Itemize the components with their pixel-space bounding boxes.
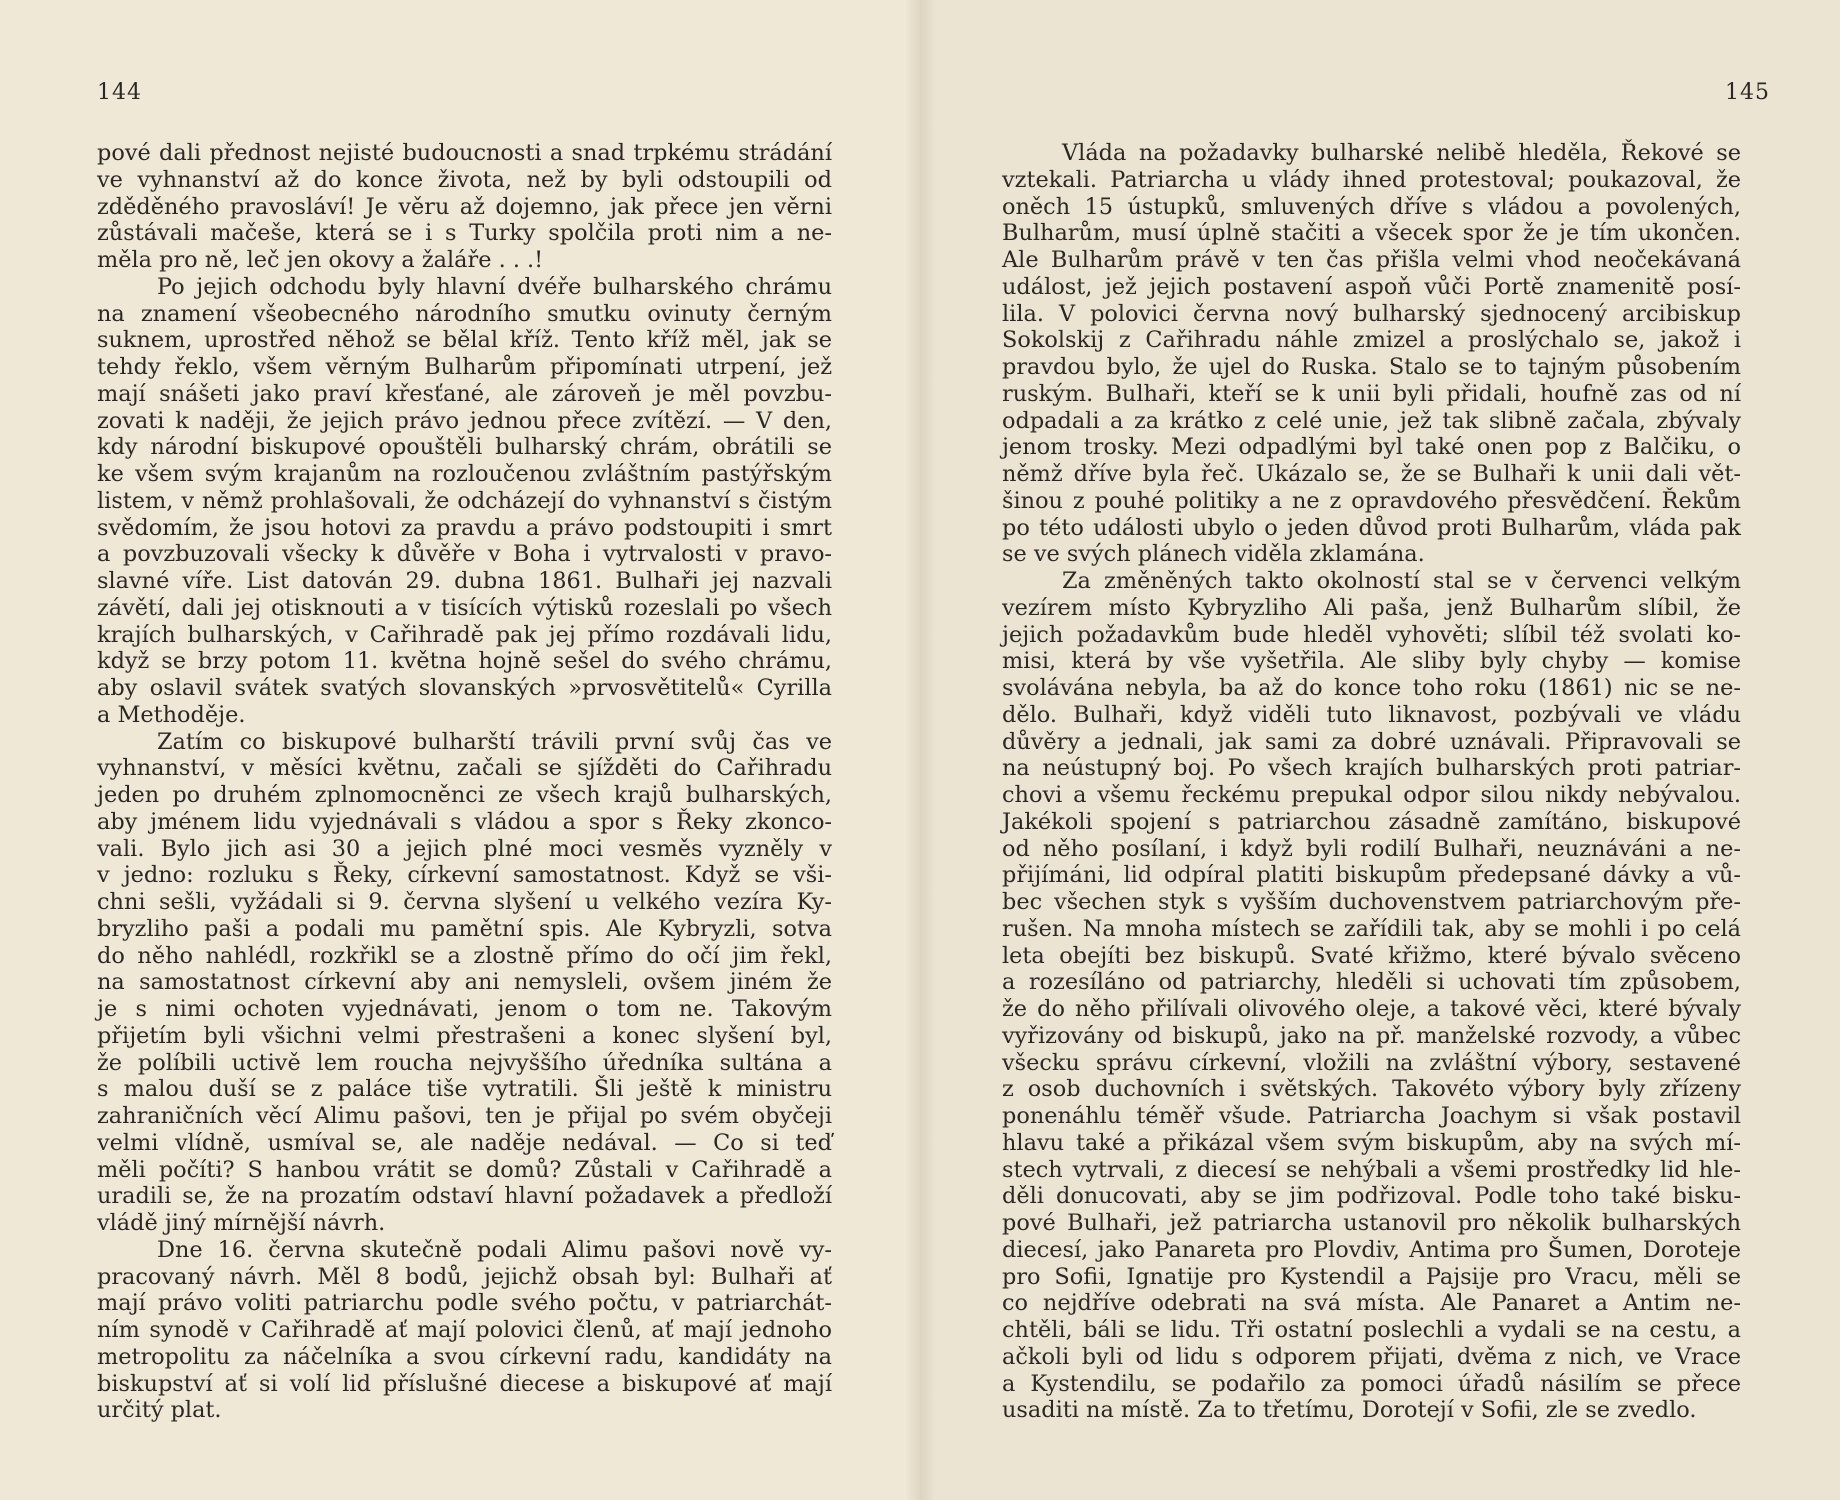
text-line: Sokolskij z Cařihradu náhle zmizel a proslýchalo se, jakož i (1002, 327, 1741, 354)
text-line: vyřizovány od biskupů, jako na př. manželské rozvody, a vůbec (1002, 1022, 1741, 1049)
text-line: jejich požadavkům bude hleděl vyhověti; slíbil též svolati ko- (1002, 621, 1741, 648)
text-line: děli donucovati, aby se jim podřizoval. Podle toho také bisku- (1002, 1183, 1741, 1210)
text-line: biskupství ať si volí lid příslušné diecese a biskupové ať mají (97, 1370, 832, 1397)
text-line: jeden po druhém zplnomocněnci ze všech krajů bulharských, (97, 782, 832, 808)
text-line: přijímáni, lid odpíral platiti biskupům předepsané dávky a vů- (1002, 862, 1741, 889)
text-line: se ve svých plánech viděla zklamána. (1002, 541, 1425, 568)
text-line: diecesí, jako Panareta pro Plovdiv, Antima pro Šumen, Doroteje (1002, 1236, 1741, 1263)
text-line: misi, která by vše vyšetřila. Ale sliby byly chyby — komise (1002, 648, 1741, 675)
text-line: a Methoděje. (97, 701, 246, 728)
text-line: s malou duší se z paláce tiše vytratili. Šli ještě k ministru (97, 1076, 832, 1103)
text-line: pro Sofii, Ignatije pro Kystendil a Pajsije pro Vracu, měli se (1002, 1263, 1741, 1290)
text-line: odpadali a za krátko z celé unie, jež tak slibně začala, zbývaly (1002, 407, 1741, 434)
text-line: chtěli, báli se lidu. Tři ostatní poslechli a vydali se na cestu, a (1002, 1317, 1741, 1343)
text-line: ke všem svým krajanům na rozloučenou zvláštním pastýřským (97, 461, 832, 487)
text-line: ačkoli byli od lidu s odporem přijati, dvěma z nich, ve Vrace (1002, 1343, 1741, 1370)
text-line: Jakékoli spojení s patriarchou zásadně zamítáno, biskupové (1002, 808, 1741, 835)
text-line: chovi a všemu řeckému prepukal odpor silou nikdy nebývalou. (1002, 782, 1741, 808)
text-line: ruským. Bulhaři, kteří se k unii byli přidali, houfně zas od ní (1002, 380, 1741, 407)
text-line: kdy národní biskupové opouštěli bulharský chrám, obrátili se (97, 434, 832, 461)
text-line: vládě jiný mírnější návrh. (97, 1210, 386, 1236)
text-line: událost, jež jejich postavení aspoň vůči Portě znamenitě posí- (1002, 273, 1741, 300)
text-line: co nejdříve odebrati na svá místa. Ale Panaret a Antim ne- (1002, 1290, 1741, 1317)
text-line: od něho posílaní, i když byli rodilí Bulhaři, neuznáváni a ne- (1002, 835, 1741, 862)
text-line: měli počíti? S hanbou vrátit se domů? Zůstali v Cařihradě a (97, 1156, 832, 1183)
text-line: na znamení všeobecného národního smutku ovinuty černým (97, 300, 832, 327)
page-number-left: 144 (97, 80, 142, 105)
text-line: vezírem místo Kybryzliho Ali paša, jenž Bulharům slíbil, že (1002, 594, 1741, 621)
text-line: rušen. Na mnoha místech se zařídili tak, aby se mohli i po celá (1002, 915, 1741, 942)
text-line: hlavu také a přikázal všem svým biskupům, aby na svých mí- (1002, 1129, 1741, 1156)
text-line: ponenáhlu téměř všude. Patriarcha Joachym si však postavil (1002, 1103, 1741, 1129)
text-line: vyhnanství, v měsíci květnu, začali se sjížděti do Cařihradu (97, 755, 832, 782)
text-line: tehdy řeklo, všem věrným Bulharům připomínati utrpení, jež (97, 354, 832, 380)
text-line: pové dali přednost nejisté budoucnosti a snad trpkému strádání (97, 140, 832, 166)
text-line: zděděného pravosláví! Je věru až dojemno, jak přece jen věrni (97, 193, 832, 220)
text-line: zůstávali mačeše, která se i s Turky spolčila proti nim a ne- (97, 220, 832, 247)
text-line: pracovaný návrh. Měl 8 bodů, jejichž obsah byl: Bulhaři ať (97, 1263, 832, 1290)
text-line: ve vyhnanství až do konce života, než by byli odstoupili od (97, 166, 832, 193)
text-line: slavné víře. List datován 29. dubna 1861. Bulhaři jej nazvali (97, 568, 832, 594)
text-line: svědomím, že jsou hotovi za pravdu a právo podstoupiti i smrt (97, 514, 832, 541)
text-line: uradili se, že na prozatím odstaví hlavní požadavek a předloží (97, 1183, 832, 1210)
text-line: Bulharům, musí úplně stačiti a všecek spor že je tím ukončen. (1002, 220, 1741, 247)
text-line: šinou z pouhé politiky a ne z opravdového přesvědčení. Řekům (1002, 487, 1741, 514)
text-line: na samostatnost církevní aby ani nemysleli, ovšem jiném že (97, 969, 832, 996)
text-line: dělo. Bulhaři, když viděli tuto liknavost, pozbývali ve vládu (1002, 701, 1741, 728)
text-line: zahraničních věcí Alimu pašovi, ten je přijal po svém obyčeji (97, 1103, 832, 1129)
text-line: ním synodě v Cařihradě ať mají polovici členů, ať mají jednoho (97, 1317, 832, 1343)
text-line: Ale Bulharům právě v ten čas přišla velmi vhod neočekávaná (1002, 247, 1741, 273)
text-line: bryzliho paši a podali mu pamětní spis. Ale Kybryzli, sotva (97, 915, 832, 942)
text-line: do něho nahlédl, rozkřikl se a zlostně přímo do očí jim řekl, (97, 942, 832, 969)
text-line: Vláda na požadavky bulharské nelibě hleděla, Řekové se (1062, 140, 1741, 166)
text-line: mají právo voliti patriarchu podle svého počtu, v patriarchát- (97, 1290, 832, 1317)
text-line: je s nimi ochoten vyjednávati, jenom o tom ne. Takovým (97, 996, 832, 1022)
text-line: a rozesíláno od patriarchy, hleděli si uchovati tím způsobem, (1002, 969, 1741, 996)
text-line: bec všechen styk s vyšším duchovenstvem patriarchovým pře- (1002, 889, 1741, 915)
text-line: metropolitu za náčelníka a svou církevní radu, kandidáty na (97, 1343, 832, 1370)
book-gutter (905, 0, 935, 1500)
text-line: Za změněných takto okolností stal se v červenci velkým (1062, 568, 1741, 594)
text-line: z osob duchovních i světských. Takovéto výbory byly zřízeny (1002, 1076, 1741, 1103)
right-page-text (1002, 140, 1741, 1424)
text-line: Dne 16. června skutečně podali Alimu pašovi nově vy- (157, 1236, 832, 1263)
text-line: mají snášeti jako praví křesťané, ale zároveň je měl povzbu- (97, 380, 832, 407)
text-line: na neústupný boj. Po všech krajích bulharských proti patriar- (1002, 755, 1741, 782)
page-number-right: 145 (1725, 80, 1770, 105)
text-line: určitý plat. (97, 1397, 222, 1424)
left-page-text (97, 140, 832, 1424)
text-line: listem, v němž prohlašovali, že odcházejí do vyhnanství s čistým (97, 487, 832, 514)
text-line: a Kystendilu, se podařilo za pomoci úřadů násilím se přece (1002, 1370, 1741, 1397)
text-line: že do něho přilívali olivového oleje, a takové věci, které bývaly (1002, 996, 1741, 1022)
text-line: vali. Bylo jich asi 30 a jejich plné moci vesměs vyzněly v (97, 835, 832, 862)
text-line: Zatím co biskupové bulharští trávili první svůj čas ve (157, 728, 832, 755)
text-line: lila. V polovici června nový bulharský sjednocený arcibiskup (1002, 300, 1741, 327)
text-line: závětí, dali jej otisknouti a v tisících výtisků rozeslali po všech (97, 594, 832, 621)
text-line: velmi vlídně, usmíval se, ale naděje nedával. — Co si teď (97, 1129, 832, 1156)
text-line: a povzbuzovali všecky k důvěře v Boha i vytrvalosti v pravo- (97, 541, 832, 568)
text-line: měla pro ně, leč jen okovy a žaláře . . .! (97, 247, 544, 273)
text-line: všecku správu církevní, vložili na zvláštní výbory, sestavené (1002, 1049, 1741, 1076)
text-line: svolávána nebyla, ba až do konce toho roku (1861) nic se ne- (1002, 675, 1741, 701)
text-line: suknem, uprostřed něhož se bělal kříž. Tento kříž měl, jak se (97, 327, 832, 354)
text-line: když se brzy potom 11. května hojně sešel do svého chrámu, (97, 648, 832, 675)
text-line: pové Bulhaři, jež patriarcha ustanovil pro několik bulharských (1002, 1210, 1741, 1236)
text-line: leta obejíti bez biskupů. Svaté křižmo, které bývalo svěceno (1002, 942, 1741, 969)
text-line: v jedno: rozluku s Řeky, církevní samostatnost. Když se vši- (97, 862, 832, 889)
text-line: oněch 15 ústupků, smluvených dříve s vládou a povolených, (1002, 193, 1741, 220)
text-line: němž dříve byla řeč. Ukázalo se, že se Bulhaři k unii dali vět- (1002, 461, 1741, 487)
text-line: zovati k naději, že jejich právo jednou přece zvítězí. — V den, (97, 407, 832, 434)
text-line: vztekali. Patriarcha u vlády ihned protestoval; poukazoval, že (1002, 166, 1741, 193)
text-line: Po jejich odchodu byly hlavní dvéře bulharského chrámu (157, 273, 832, 300)
text-line: usaditi na místě. Za to třetímu, Dorotejí v Sofii, zle se zvedlo. (1002, 1397, 1697, 1424)
text-line: chni sešli, vyžádali si 9. června slyšení u velkého vezíra Ky- (97, 889, 832, 915)
right-page (920, 0, 1840, 1500)
text-line: stech vytrvali, z diecesí se nehýbali a všemi prostředky lid hle- (1002, 1156, 1741, 1183)
text-line: krajích bulharských, v Cařihradě pak jej přímo rozdávali lidu, (97, 621, 832, 648)
text-line: aby oslavil svátek svatých slovanských »prvosvětitelů« Cyrilla (97, 675, 832, 701)
text-line: důvěry a jednali, jak sami za dobré uznávali. Připravovali se (1002, 728, 1741, 755)
text-line: aby jménem lidu vyjednávali s vládou a spor s Řeky zkonco- (97, 808, 832, 835)
text-line: přijetím byli všichni velmi přestrašeni a konec slyšení byl, (97, 1022, 832, 1049)
text-line: po této události ubylo o jeden důvod proti Bulharům, vláda pak (1002, 514, 1741, 541)
text-line: jenom trosky. Mezi odpadlými byl také onen pop z Balčiku, o (1002, 434, 1741, 461)
text-line: že políbili uctivě lem roucha nejvyššího úředníka sultána a (97, 1049, 832, 1076)
text-line: pravdou bylo, že ujel do Ruska. Stalo se to tajným působením (1002, 354, 1741, 380)
